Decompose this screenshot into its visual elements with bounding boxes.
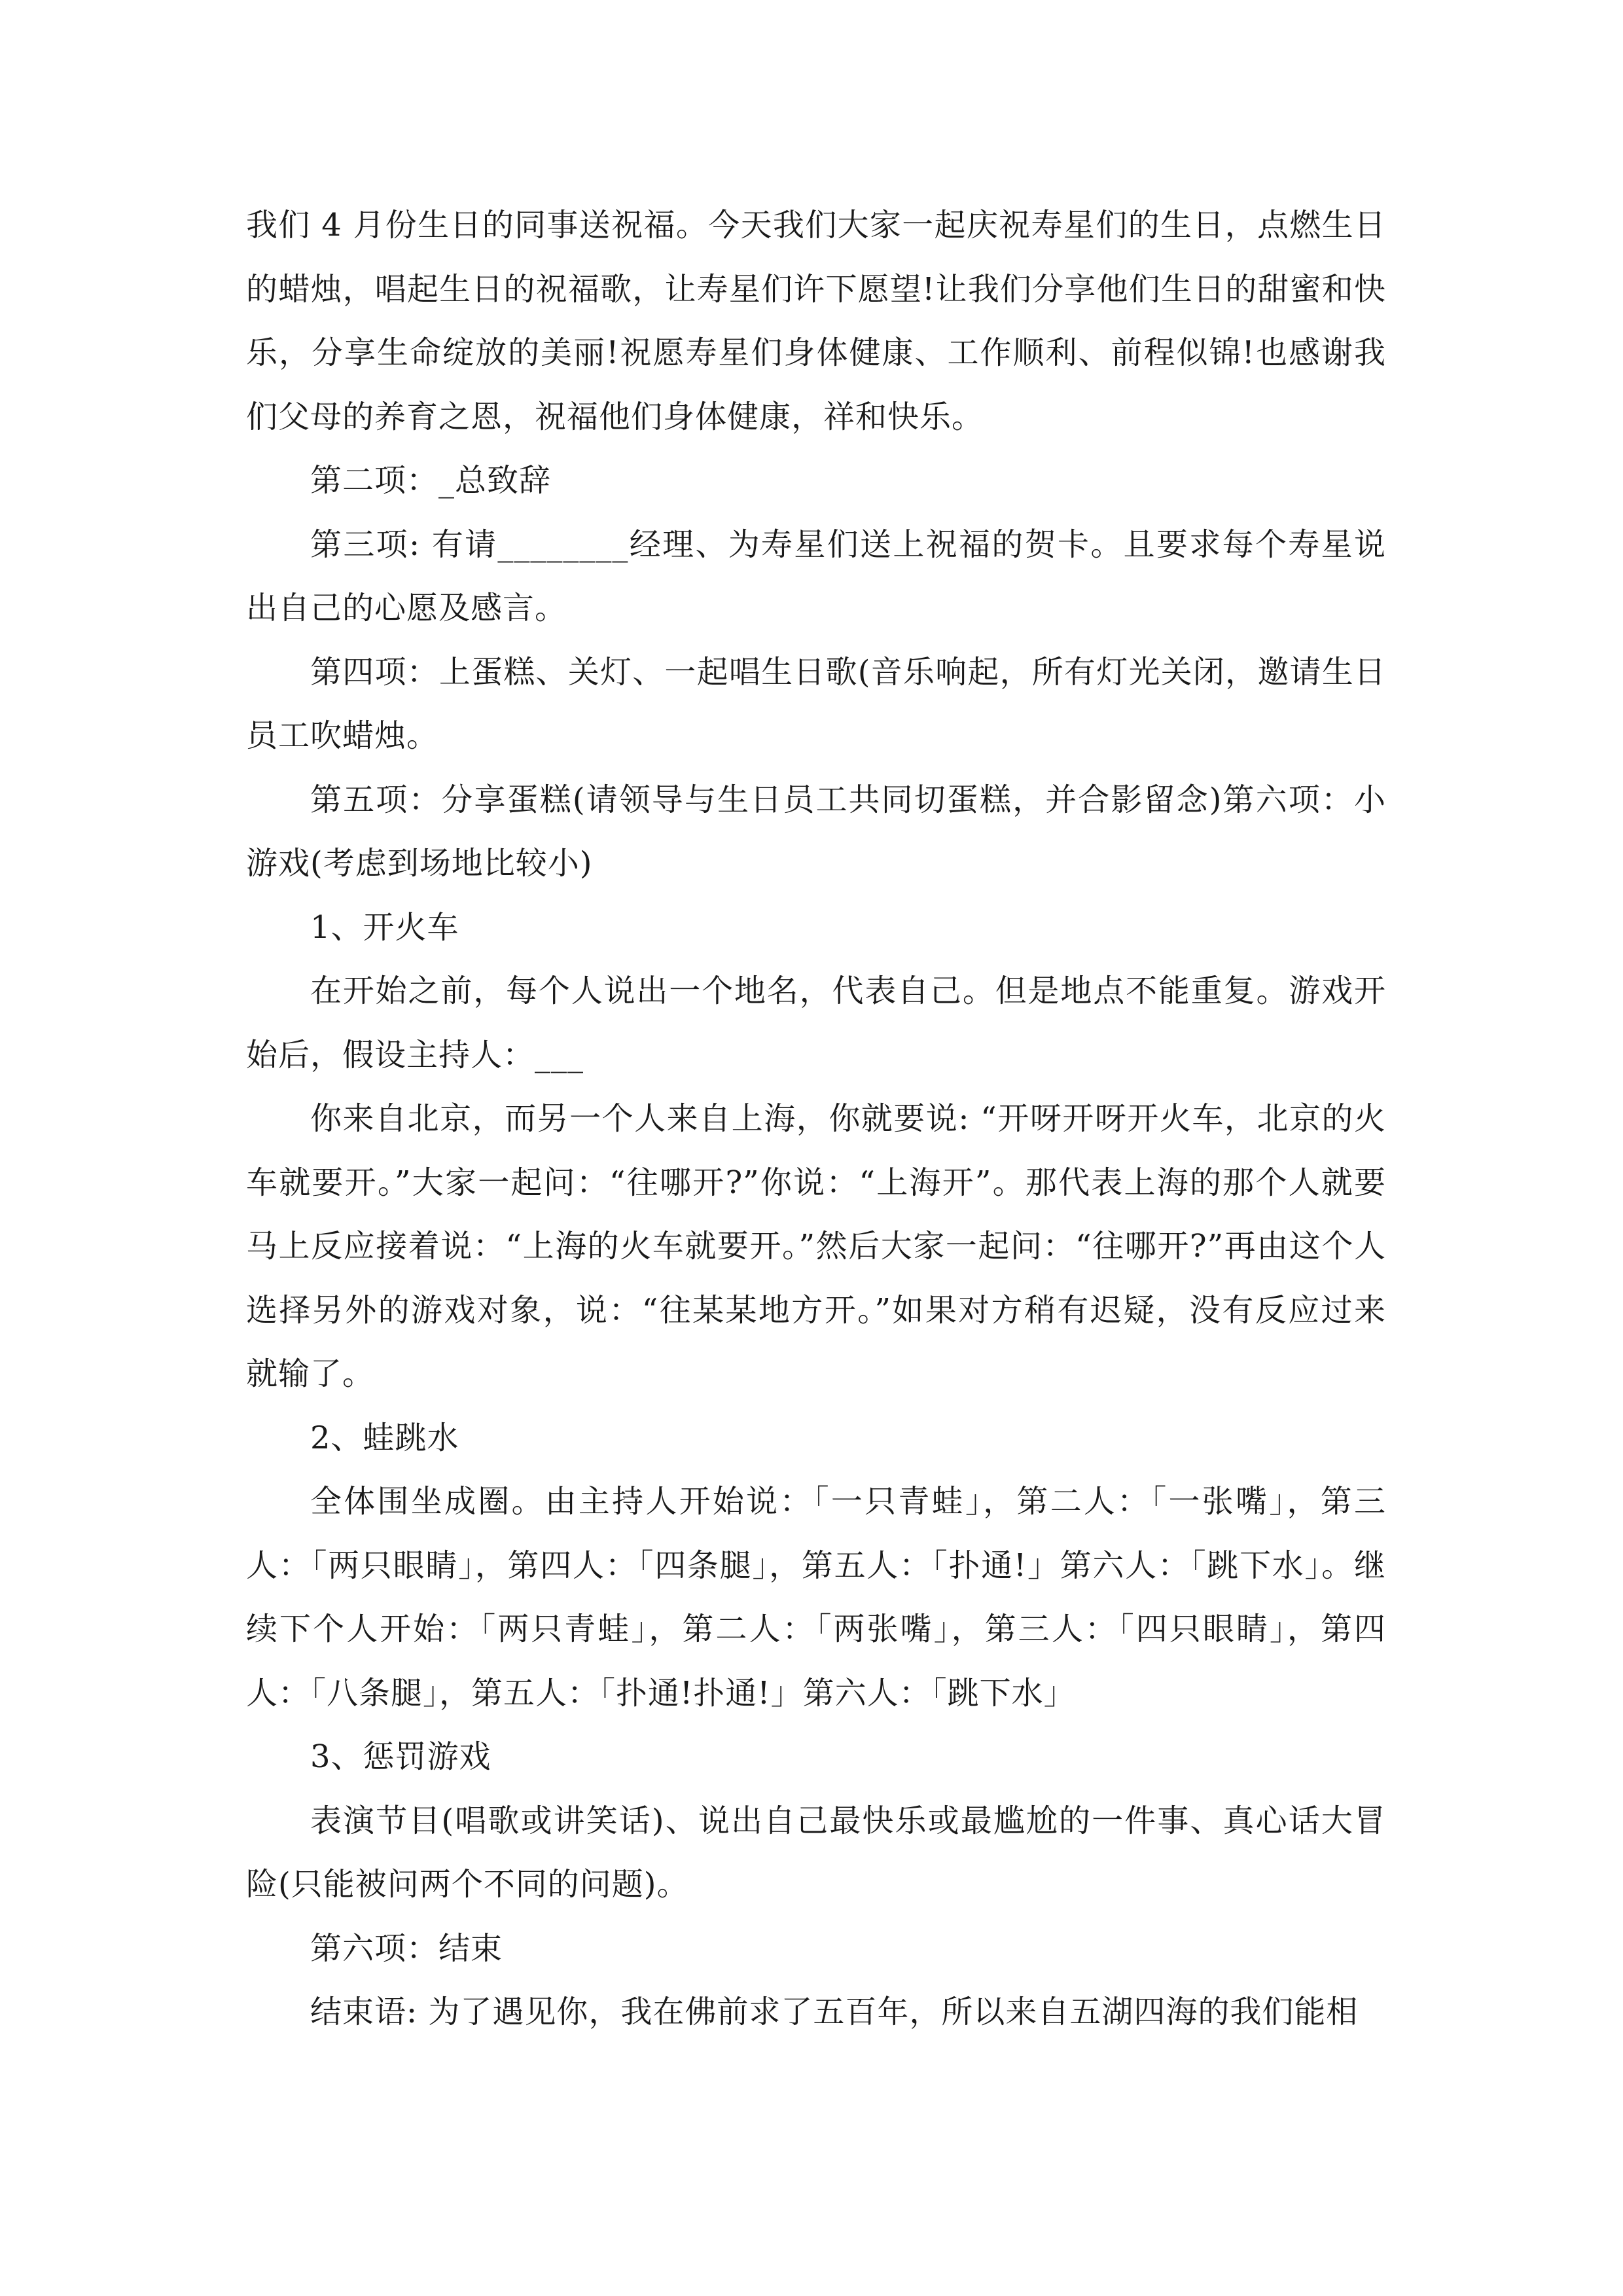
paragraph-item-3: 第三项: 有请________经理、为寿星们送上祝福的贺卡。且要求每个寿星说出自己的心愿及感言。 bbox=[246, 526, 1386, 626]
paragraph-closing: 结束语: 为了遇见你，我在佛前求了五百年，所以来自五湖四海的我们能相 bbox=[310, 1994, 1359, 2030]
paragraph-train-rules: 你来自北京，而另一个人来自上海，你就要说: “开呀开呀开火车，北京的火车就要开。”大家一起问：“往哪开?”你说：“上海开”。那代表上海的那个人就要马上反应接着说：“上海的火车就要开。”然后大家一起问：“往哪开?”再由这个人选择另外的游戏对象，说：“往某某地方开。”如果对方稍有迟疑，没有反应过来就输了。 bbox=[246, 1100, 1386, 1392]
document-body bbox=[246, 194, 1386, 2045]
paragraph-item-2: 第二项：_总致辞 bbox=[310, 462, 552, 499]
paragraph-item-6-end: 第六项：结束 bbox=[310, 1929, 503, 1967]
paragraph-penalty-rules: 表演节目(唱歌或讲笑话)、说出自己最快乐或最尴尬的一件事、真心话大冒险(只能被问两个不同的问题)。 bbox=[246, 1802, 1386, 1903]
heading-train-game: 1、开火车 bbox=[310, 908, 459, 946]
heading-penalty-game: 3、惩罚游戏 bbox=[310, 1738, 491, 1775]
paragraph-blessing: 我们 4 月份生日的同事送祝福。今天我们大家一起庆祝寿星们的生日，点燃生日的蜡烛，唱起生日的祝福歌，让寿星们许下愿望!让我们分享他们生日的甜蜜和快乐，分享生命绽放的美丽!祝愿寿星们身体健康、工作顺利、前程似锦!也感谢我们父母的养育之恩，祝福他们身体健康，祥和快乐。 bbox=[246, 207, 1386, 435]
paragraph-train-intro: 在开始之前，每个人说出一个地名，代表自己。但是地点不能重复。游戏开始后，假设主持人：___ bbox=[246, 973, 1386, 1073]
paragraph-frog-rules: 全体围坐成圈。由主持人开始说：「一只青蛙」，第二人：「一张嘴」，第三人：「两只眼睛」，第四人：「四条腿」，第五人：「扑通!」第六人：「跳下水」。继续下个人开始：「两只青蛙」，第二人：「两张嘴」，第三人：「四只眼睛」，第四人：「八条腿」，第五人：「扑通!扑通!」第六人：「跳下水」 bbox=[246, 1483, 1386, 1712]
heading-frog-game: 2、蛙跳水 bbox=[310, 1419, 459, 1456]
paragraph-item-4: 第四项：上蛋糕、关灯、一起唱生日歌(音乐响起，所有灯光关闭，邀请生日员工吹蜡烛。 bbox=[246, 653, 1386, 754]
paragraph-item-5: 第五项：分享蛋糕(请领导与生日员工共同切蛋糕，并合影留念)第六项：小游戏(考虑到场地比较小) bbox=[246, 781, 1386, 882]
